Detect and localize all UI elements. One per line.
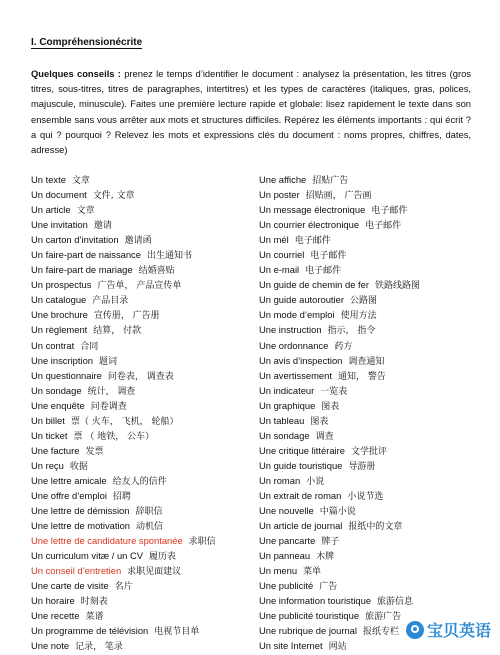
vocab-french: Un panneau [259,550,311,562]
vocab-french: Une pancarte [259,535,316,547]
vocab-chinese: 电子邮件 [305,266,342,277]
vocab-item [259,548,494,563]
vocab-item [31,172,256,187]
vocab-french: Un prospectus [31,279,92,291]
advice-paragraph [31,66,471,157]
vocab-chinese: 票（ 火车， 飞机， 轮船） [70,416,179,427]
vocab-chinese: 求职信 [188,537,216,548]
vocab-french: Un programme de télévision [31,625,149,637]
vocab-french: Une critique littéraire [259,444,345,456]
vocab-item [259,578,494,593]
vocab-item [259,202,494,217]
advice-text: prenez le temps d’identifier le document : analysez la présentation, les titres (gros titres, sous-titres, titres de paragraphes, intertitres) et les types de caractères (italiques, gras, polices, majuscule, minuscule). Faites une première lecture rapide et globale: lisez rapidement le texte dans son ensemble sans vous arrêter aux mots et structures difficiles. Repérez les éléments importants : qui écrit ? a qui ? pourquoi ? Relevez les mots et expressions clés du document : noms propres, chiffres, dates, adresse) [31,68,471,156]
vocab-item [31,277,256,292]
vocab-chinese: 电视节目单 [154,627,200,638]
vocab-french: Une note [31,640,70,652]
vocab-chinese: 给友人的信件 [112,476,167,487]
vocab-item [31,473,256,488]
advice-label: Quelques conseils : [31,68,121,79]
vocab-french: Une nouvelle [259,505,314,517]
vocab-french: Une lettre de candidature spontanée [31,535,183,547]
vocab-french: Un avis d’inspection [259,354,343,366]
vocab-french: Un faire-part de naissance [31,249,141,261]
vocab-item [31,353,256,368]
vocab-chinese: 广告 [319,582,338,593]
vocab-chinese: 旅游信息 [377,597,414,608]
vocab-chinese: 药方 [334,341,353,352]
vocab-chinese: 招贴广告 [312,176,349,186]
vocab-chinese: 网站 [328,642,347,653]
vocab-french: Un ticket [31,429,68,441]
vocab-chinese: 使用方法 [340,311,377,322]
vocab-french: Un conseil d’entretien [31,565,122,577]
vocab-item [31,232,256,247]
vocab-french: Un guide de chemin de fer [259,279,369,291]
vocab-chinese: 报纸中的文章 [348,522,403,533]
vocab-french: Un e-mail [259,264,300,276]
vocab-french: Un règlement [31,324,88,336]
vocab-french: Un curriculum vitæ / un CV [31,550,144,562]
vocab-french: Un guide autoroutier [259,294,344,306]
vocab-item [259,172,494,187]
vocab-item [31,593,256,608]
vocab-item [259,187,494,202]
vocab-chinese: 图表 [321,401,340,412]
vocab-chinese: 文章 [76,206,95,217]
vocab-french: Un extrait de roman [259,489,342,501]
vocab-chinese: 合同 [80,341,99,352]
vocab-chinese: 履历表 [149,552,177,563]
vocab-french: Un sondage [259,429,310,441]
vocab-french: Une lettre amicale [31,474,107,486]
vocab-chinese: 公路图 [349,296,377,307]
vocab-item [31,638,256,653]
vocab-french: Une lettre de démission [31,505,130,517]
vocab-french: Une lettre de motivation [31,520,131,532]
vocab-french: Un horaire [31,595,75,607]
vocab-item [259,458,494,473]
vocab-item [259,503,494,518]
vocab-item [259,473,494,488]
vocab-item [31,413,256,428]
vocab-french: Un sondage [31,384,82,396]
vocab-chinese: 菜谱 [85,612,104,623]
watermark [403,616,494,643]
vocab-item [31,307,256,322]
vocab-chinese: 电子邮件 [294,236,331,247]
vocab-chinese: 文章 [71,176,90,186]
vocab-item [31,503,256,518]
vocab-chinese: 题词 [99,356,118,367]
vocab-chinese: 收据 [69,461,88,472]
vocab-item [31,292,256,307]
vocab-chinese: 名片 [114,582,133,593]
vocab-chinese: 中篇小说 [319,507,356,518]
vocab-item [31,338,256,353]
vocab-chinese: 电子邮件 [310,251,347,262]
vocab-french: Un mode d’emploi [259,309,335,321]
vocab-chinese: 图表 [310,416,329,427]
vocab-chinese: 牌子 [321,537,340,548]
vocab-french: Un faire-part de mariage [31,264,133,276]
vocab-item [259,247,494,262]
vocab-french: Une brochure [31,309,88,321]
vocab-chinese: 铁路线路图 [374,281,420,292]
vocab-item [259,443,494,458]
vocab-item [259,277,494,292]
vocab-item [31,488,256,503]
vocab-french: Une rubrique de journal [259,625,357,637]
vocab-french: Un article de journal [259,520,343,532]
section-title: I. Compréhensionécrite [31,37,143,48]
vocab-item [259,593,494,608]
vocab-item [31,563,256,578]
vocab-chinese: 产品目录 [92,296,129,307]
vocab-item [259,533,494,548]
vocab-chinese: 时刻表 [80,597,108,608]
vocab-chinese: 导游册 [348,461,376,472]
vocab-item [31,187,256,202]
vocab-french: Un mél [259,234,289,246]
vocab-item [259,353,494,368]
vocab-item [259,217,494,232]
vocab-chinese: 记录， 笔录 [75,642,123,653]
vocab-column-right [259,172,494,654]
vocab-item [31,262,256,277]
vocab-chinese: 调查通知 [348,356,385,367]
vocab-french: Une invitation [31,219,88,231]
vocab-french: Une publicité [259,580,314,592]
vocab-chinese: 小说 [306,476,325,487]
vocab-french: Une recette [31,610,80,622]
vocab-chinese: 结算， 付款 [93,326,142,337]
vocab-item [259,368,494,383]
vocab-chinese: 电子邮件 [365,221,402,232]
vocab-chinese: 调查 [315,431,334,442]
vocab-item [31,608,256,623]
vocab-item [259,413,494,428]
vocab-item [31,202,256,217]
vocab-chinese: 宣传册， 广告册 [93,311,160,322]
vocab-item [259,338,494,353]
vocab-french: Un poster [259,189,300,201]
vocab-chinese: 文件, 文章 [92,191,135,202]
vocab-chinese: 辞职信 [135,507,163,518]
vocab-item [31,578,256,593]
vocab-chinese: 邀请 [93,221,112,232]
vocab-chinese: 指示， 指令 [327,326,376,337]
vocab-chinese: 发票 [85,446,104,457]
vocab-chinese: 邀请函 [124,236,152,247]
vocab-item [31,548,256,563]
vocab-item [259,383,494,398]
vocab-item [259,292,494,307]
vocab-item [31,383,256,398]
vocab-item [31,533,256,548]
vocab-chinese: 动机信 [136,522,164,533]
vocab-chinese: 电子邮件 [371,206,408,217]
vocab-item [259,307,494,322]
vocab-item [259,563,494,578]
vocab-french: Un carton d’invitation [31,234,119,246]
vocab-chinese: 木牌 [316,552,335,563]
vocab-item [31,443,256,458]
vocab-chinese: 招聘 [112,491,131,502]
vocab-chinese: 票 （ 地铁， 公车） [73,431,155,442]
vocab-chinese: 小说节选 [347,491,384,502]
vocab-item [259,488,494,503]
vocab-item [31,623,256,638]
vocab-french: Un indicateur [259,384,315,396]
vocab-chinese: 结婚喜贴 [138,266,175,277]
vocab-item [31,368,256,383]
vocab-french: Une affiche [259,174,307,185]
vocab-french: Une inscription [31,354,94,366]
vocab-french: Une ordonnance [259,339,329,351]
vocab-french: Un tableau [259,414,305,426]
vocab-chinese: 问卷调查 [90,401,127,412]
watermark-text: 宝贝英语 [426,621,491,640]
vocab-french: Une carte de visite [31,580,109,592]
vocab-french: Un catalogue [31,294,87,306]
vocab-chinese: 文学批评 [350,446,387,457]
vocab-chinese: 出生通知书 [146,251,192,262]
vocab-french: Un contrat [31,339,75,351]
vocab-item [259,322,494,337]
vocab-item [259,232,494,247]
vocab-french: Un courriel [259,249,305,261]
vocab-french: Un questionnaire [31,369,102,381]
vocab-item [31,247,256,262]
vocab-chinese: 菜单 [303,567,322,578]
vocab-french: Un avertissement [259,369,332,381]
vocab-french: Une instruction [259,324,322,336]
vocab-item [31,428,256,443]
vocab-french: Un graphique [259,399,316,411]
vocab-chinese: 问卷表， 调查表 [107,371,174,382]
vocab-chinese: 一览表 [320,386,348,397]
vocab-chinese: 广告单， 产品宣传单 [97,281,182,292]
vocab-item [259,398,494,413]
vocab-chinese: 招贴画， 广告画 [305,191,372,202]
vocab-item [31,518,256,533]
vocab-item [31,322,256,337]
logo-icon [406,621,424,639]
vocab-french: Un document [31,189,87,201]
vocab-french: Une offre d’emploi [31,489,107,501]
vocab-french: Un menu [259,565,298,577]
vocab-french: Une information touristique [259,595,372,607]
vocab-chinese: 报纸专栏 [362,627,399,638]
vocab-french: Un courrier électronique [259,219,360,231]
vocab-chinese: 通知， 警告 [337,371,386,382]
vocab-chinese: 统计， 调查 [87,386,136,397]
vocab-french: Un article [31,204,71,216]
vocab-french: Une publicité touristique [259,610,360,622]
vocab-chinese: 旅游广告 [365,612,402,623]
vocab-item [259,518,494,533]
vocab-item [31,458,256,473]
vocab-french: Un texte [31,174,66,185]
vocab-french: Une enquête [31,399,85,411]
vocab-chinese: 求职见面建议 [127,567,182,578]
vocab-french: Un roman [259,474,301,486]
vocab-item [31,398,256,413]
vocab-french: Une facture [31,444,80,456]
vocab-french: Un site Internet [259,640,323,652]
vocab-column-left [31,172,256,654]
vocab-french: Un guide touristique [259,459,343,471]
vocab-french: Un billet [31,414,65,426]
vocab-french: Un message électronique [259,204,366,216]
vocab-item [31,217,256,232]
vocab-item [259,428,494,443]
vocab-item [259,262,494,277]
vocab-french: Un reçu [31,459,64,471]
